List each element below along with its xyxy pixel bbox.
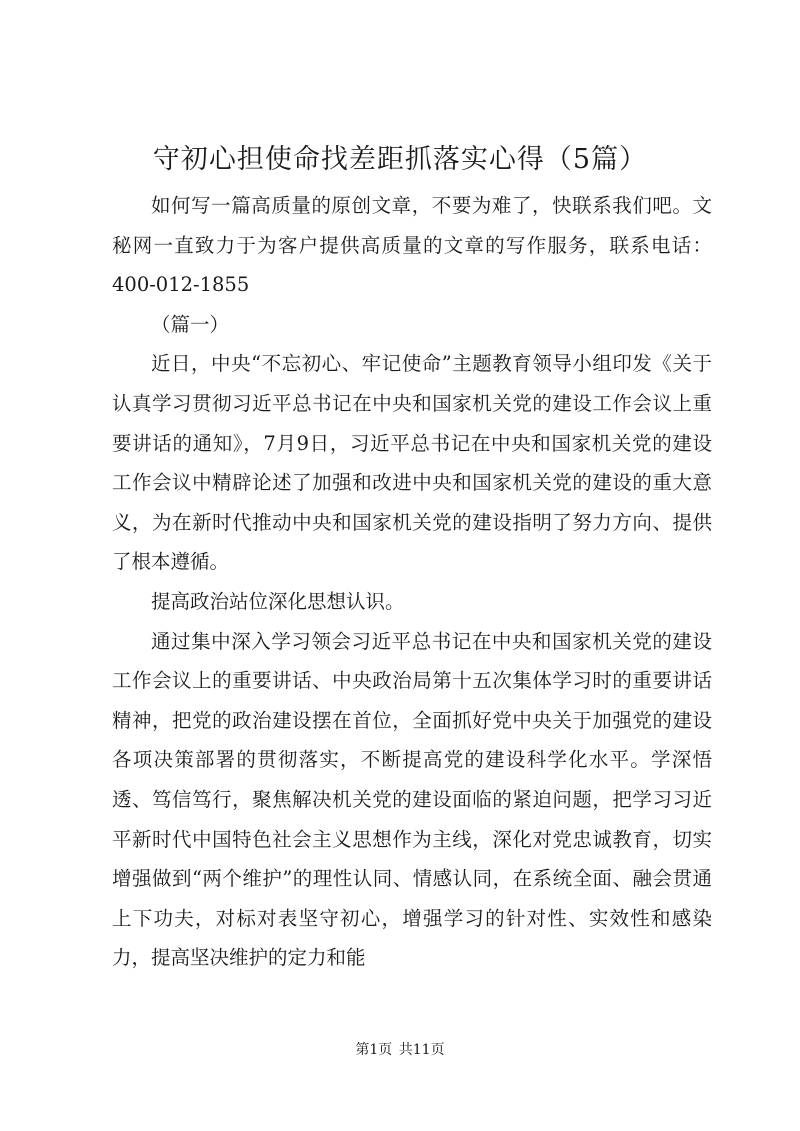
body-paragraph: 近日，中央“不忘初心、牢记使命”主题教育领导小组印发《关于认真学习贯彻习近平总书记在中央和国家机关党的建设工作会议上重要讲话的通知》，7月9日，习近平总书记在中央和国家机关党的建设工作会议中精辟论述了加强和改进中央和国家机关党的建设的重大意义，为在新时代推动中央和国家机关党的建设指明了努力方向、提供了根本遵循。: [112, 352, 712, 574]
intro-paragraph: 如何写一篇高质量的原创文章，不要为难了，快联系我们吧。文秘网一直致力于为客户提供高质量的文章的写作服务，联系电话：400-012-1855: [112, 194, 712, 297]
document-title: 守初心担使命找差距抓落实心得（5篇）: [152, 144, 648, 175]
page-total: 共11页: [398, 1042, 445, 1058]
document-body: [112, 186, 712, 978]
section-heading: （篇一）: [151, 312, 230, 336]
body-paragraph: 通过集中深入学习领会习近平总书记在中央和国家机关党的建设工作会议上的重要讲话、中央政治局第十五次集体学习时的重要讲话精神，把党的政治建设摆在首位，全面抓好党中央关于加强党的建设各项决策部署的贯彻落实，不断提高党的建设科学化水平。学深悟透、笃信笃行，聚焦解决机关党的建设面临的紧迫问题，把学习习近平新时代中国特色社会主义思想作为主线，深化对党忠诚教育，切实增强做到“两个维护”的理性认同、情感认同，在系统全面、融会贯通上下功夫，对标对表坚守初心，增强学习的针对性、实效性和感染力，提高坚决维护的定力和能: [112, 629, 712, 970]
subheading-paragraph: 提高政治站位深化思想认识。: [151, 589, 405, 613]
page-number: 第1页: [355, 1042, 393, 1058]
page-footer: [0, 1040, 800, 1060]
